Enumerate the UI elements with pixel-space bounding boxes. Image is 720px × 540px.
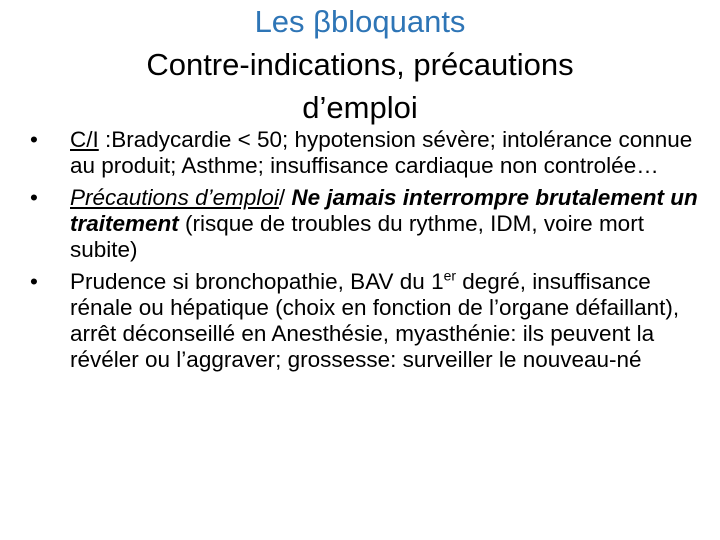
bullet-marker: • bbox=[30, 185, 38, 210]
prudence-superscript: er bbox=[443, 267, 456, 284]
title-line-2: Contre-indications, précautions bbox=[146, 47, 574, 82]
title-line-3: d’emploi bbox=[302, 90, 418, 125]
precautions-text: (risque de troubles du rythme, IDM, voire mort subite) bbox=[70, 211, 644, 262]
ci-text: :Bradycardie < 50; hypotension sévère; intolérance connue au produit; Asthme; insuffisance cardiaque non controlée… bbox=[70, 127, 693, 178]
precautions-label: Précautions d’emploi bbox=[70, 185, 279, 210]
bullet-precautions bbox=[24, 185, 704, 263]
title-line-1: Les βbloquants bbox=[254, 4, 466, 39]
bullet-marker: • bbox=[30, 127, 38, 152]
precautions-separator: / bbox=[278, 185, 292, 210]
ci-label: C/I bbox=[70, 127, 99, 152]
prudence-text-start: Prudence si bronchopathie, BAV du 1 bbox=[70, 269, 444, 294]
bullet-list bbox=[24, 127, 704, 379]
slide-title bbox=[0, 0, 720, 129]
precautions-warning: Ne jamais interrompre brutalement un traitement bbox=[70, 185, 698, 236]
bullet-prudence bbox=[24, 269, 704, 373]
bullet-contraindications bbox=[24, 127, 704, 179]
bullet-marker: • bbox=[30, 269, 38, 294]
prudence-text-end: degré, insuffisance rénale ou hépatique (choix en fonction de l’organe défaillant), arrêt déconseillé en Anesthésie, myasthénie: ils peuvent la révéler ou l’aggraver; grossesse: surveiller le nouveau-né bbox=[70, 269, 680, 372]
